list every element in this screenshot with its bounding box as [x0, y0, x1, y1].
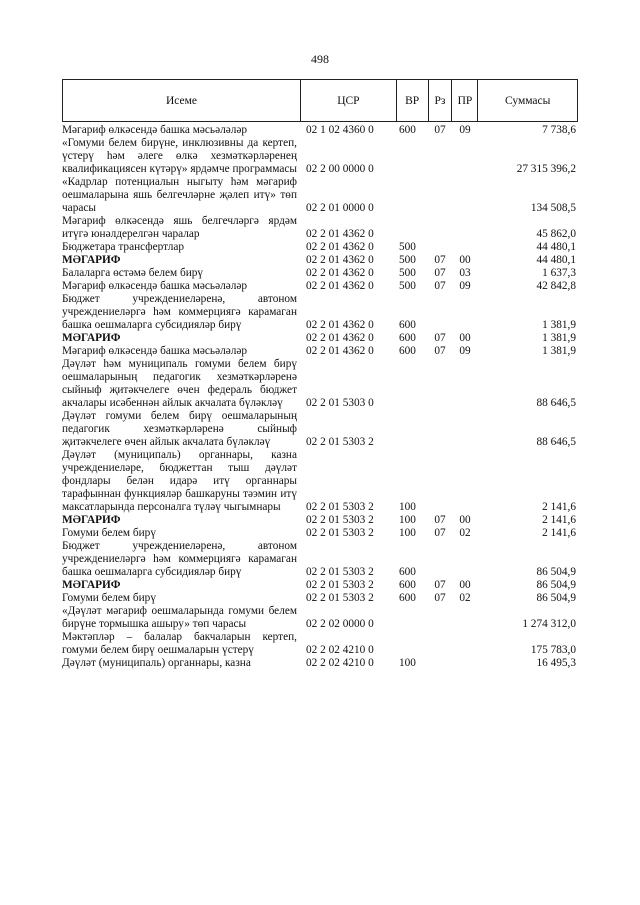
cell-vr: 600 [399, 124, 416, 136]
table-row [62, 592, 578, 605]
cell-name: Бюджетара трансфертлар [62, 241, 185, 253]
cell-sum: 2 141,6 [542, 501, 576, 513]
table-row [62, 267, 578, 280]
cell-pr: 09 [459, 345, 471, 357]
cell-name: «Кадрлар потенциалын ныгыту һәм мәгариф оешмаларына яшь белгечләрне җәлеп итү» төп чарасы [62, 176, 297, 214]
cell-name: МӘГАРИФ [62, 332, 121, 344]
table-row [62, 579, 578, 592]
cell-name: Мәгариф өлкәсендә яшь белгечләргә ярдәм итүгә юнәлдерелгән чаралар [62, 215, 297, 240]
cell-sum: 45 862,0 [536, 228, 576, 240]
cell-pr: 00 [459, 254, 471, 266]
cell-vr: 600 [399, 579, 416, 591]
cell-rz: 07 [434, 514, 446, 526]
cell-csr: 02 1 02 4360 0 [306, 124, 374, 136]
cell-csr: 02 2 01 4362 0 [306, 332, 374, 344]
table-row [62, 176, 578, 215]
cell-name: «Гомуми белем бирүне, инклюзивны да кертеп, үстерү һәм әлеге өлкә хезмәткәрләренең квалификациясен күтәрү» ярдәмче программасы [62, 137, 297, 175]
cell-rz [428, 449, 452, 514]
cell-rz [428, 215, 452, 241]
cell-vr: 500 [399, 267, 416, 279]
cell-rz [428, 358, 452, 410]
cell-sum: 1 381,9 [542, 319, 576, 331]
cell-pr [452, 293, 478, 332]
header-sum: Суммасы [477, 80, 577, 121]
cell-sum: 1 381,9 [542, 345, 576, 357]
cell-rz [428, 631, 452, 657]
header-vr: ВР [396, 80, 428, 121]
cell-name: Бюджет учреждениеләренә, автоном учреждениеләргә һәм коммерциягә карамаган башка оешмаларга субсидияләр бирү [62, 540, 297, 578]
cell-rz: 07 [434, 579, 446, 591]
cell-vr [396, 137, 428, 176]
cell-rz: 07 [434, 280, 446, 292]
cell-vr: 500 [399, 280, 416, 292]
cell-rz [428, 293, 452, 332]
cell-csr: 02 2 01 4362 0 [306, 228, 374, 240]
cell-sum: 1 637,3 [542, 267, 576, 279]
cell-sum: 27 315 396,2 [516, 163, 576, 175]
cell-csr: 02 2 01 5303 2 [306, 592, 374, 604]
table-row [62, 527, 578, 540]
cell-sum: 1 274 312,0 [522, 618, 576, 630]
cell-vr: 600 [399, 332, 416, 344]
cell-csr: 02 2 01 4362 0 [306, 267, 374, 279]
cell-pr [452, 631, 478, 657]
cell-sum: 2 141,6 [542, 514, 576, 526]
cell-rz [428, 410, 452, 449]
table-row [62, 332, 578, 345]
table-row [62, 449, 578, 514]
header-name: Исеме [166, 94, 198, 107]
cell-name: «Дәүләт мәгариф оешмаларында гомуми белем бирүне тормышка ашыру» төп чарасы [62, 605, 297, 630]
cell-sum: 88 646,5 [536, 397, 576, 409]
table-body [62, 124, 578, 670]
table-row [62, 124, 578, 137]
cell-rz [428, 137, 452, 176]
cell-csr: 02 2 00 0000 0 [306, 163, 374, 175]
cell-rz [428, 605, 452, 631]
header-rz: Рз [428, 80, 452, 121]
cell-vr [396, 358, 428, 410]
cell-csr: 02 2 01 4362 0 [306, 241, 374, 253]
cell-name: Бюджет учреждениеләренә, автоном учреждениеләргә һәм коммерциягә карамаган башка оешмаларга субсидияләр бирү [62, 293, 297, 331]
cell-sum: 86 504,9 [536, 579, 576, 591]
cell-vr [396, 631, 428, 657]
cell-vr: 600 [399, 592, 416, 604]
table-row [62, 657, 578, 670]
cell-csr: 02 2 01 5303 2 [306, 579, 374, 591]
cell-name: Мәктәпләр – балалар бакчаларын кертеп, гомуми белем бирү оешмаларын үстерү [62, 631, 297, 656]
table-row [62, 410, 578, 449]
table-row [62, 280, 578, 293]
table-row [62, 605, 578, 631]
cell-name: Дәүләт (муниципаль) органнары, казна [62, 657, 251, 669]
cell-name: Гомуми белем бирү [62, 592, 156, 604]
cell-pr [452, 410, 478, 449]
cell-csr: 02 2 01 5303 2 [306, 501, 374, 513]
cell-vr [396, 410, 428, 449]
table-row [62, 345, 578, 358]
cell-pr [452, 358, 478, 410]
table-row [62, 631, 578, 657]
cell-rz: 07 [434, 332, 446, 344]
cell-name: МӘГАРИФ [62, 254, 121, 266]
cell-pr [452, 241, 478, 254]
cell-sum: 2 141,6 [542, 527, 576, 539]
cell-pr: 03 [459, 267, 471, 279]
table-row [62, 137, 578, 176]
cell-sum: 175 783,0 [530, 644, 576, 656]
cell-csr: 02 2 01 5303 0 [306, 397, 374, 409]
cell-sum: 1 381,9 [542, 332, 576, 344]
cell-pr [452, 605, 478, 631]
cell-rz: 07 [434, 254, 446, 266]
cell-sum: 42 842,8 [536, 280, 576, 292]
cell-pr: 09 [459, 124, 471, 136]
cell-vr: 600 [399, 319, 416, 331]
cell-vr: 100 [399, 501, 416, 513]
table-row [62, 254, 578, 267]
cell-rz: 07 [434, 592, 446, 604]
cell-pr [452, 657, 478, 670]
cell-name: Дәүләт (муниципаль) органнары, казна учреждениеләре, бюджеттан тыш дәүләт фондлары белән идарә итү органнары тарафыннан функцияләр башкаруны тәэмин итү максатларында персоналга түләү чыгымнары [62, 449, 297, 513]
cell-rz [428, 540, 452, 579]
cell-name: МӘГАРИФ [62, 514, 121, 526]
cell-csr: 02 2 01 0000 0 [306, 202, 374, 214]
table-row [62, 293, 578, 332]
cell-pr: 09 [459, 280, 471, 292]
cell-csr: 02 2 02 0000 0 [306, 618, 374, 630]
cell-pr: 02 [459, 592, 471, 604]
cell-pr [452, 176, 478, 215]
cell-rz: 07 [434, 345, 446, 357]
cell-rz [428, 657, 452, 670]
cell-rz: 07 [434, 527, 446, 539]
header-pr: ПР [451, 80, 477, 121]
cell-name: Дәүләт гомуми белем бирү оешмаларының педагогик хезмәткәрләренә сыйныф җитәкчелеге өчен айлык акчалата бүләкләү [62, 410, 297, 448]
cell-sum: 44 480,1 [536, 254, 576, 266]
table-row [62, 540, 578, 579]
cell-csr: 02 2 01 4362 0 [306, 254, 374, 266]
cell-sum: 16 495,3 [536, 657, 576, 669]
cell-pr: 00 [459, 514, 471, 526]
cell-name: Дәүләт һәм муниципаль гомуми белем бирү оешмаларының педагогик хезмәткәрләренә сыйныф җитәкчелеге өчен федераль бюджет акчалары исәбеннән айлык акчалата бүләкләү [62, 358, 297, 409]
cell-csr: 02 2 02 4210 0 [306, 657, 374, 669]
cell-pr: 00 [459, 579, 471, 591]
cell-vr [396, 605, 428, 631]
cell-pr [452, 540, 478, 579]
cell-sum: 86 504,9 [536, 592, 576, 604]
page-number: 498 [311, 52, 329, 66]
cell-sum: 7 738,6 [542, 124, 576, 136]
cell-vr: 600 [399, 345, 416, 357]
cell-rz [428, 241, 452, 254]
cell-csr: 02 2 01 5303 2 [306, 514, 374, 526]
cell-vr: 100 [399, 527, 416, 539]
cell-csr: 02 2 01 5303 2 [306, 566, 374, 578]
cell-name: МӘГАРИФ [62, 579, 121, 591]
cell-csr: 02 2 01 4362 0 [306, 280, 374, 292]
cell-csr: 02 2 01 4362 0 [306, 319, 374, 331]
cell-vr: 100 [399, 514, 416, 526]
table-row [62, 358, 578, 410]
cell-sum: 88 646,5 [536, 436, 576, 448]
cell-pr: 02 [459, 527, 471, 539]
cell-name: Мәгариф өлкәсендә башка мәсьәләләр [62, 124, 248, 136]
cell-name: Гомуми белем бирү [62, 527, 156, 539]
cell-vr: 100 [399, 657, 416, 669]
cell-sum: 44 480,1 [536, 241, 576, 253]
cell-name: Балаларга өстәмә белем бирү [62, 267, 204, 279]
cell-pr [452, 449, 478, 514]
cell-sum: 134 508,5 [530, 202, 576, 214]
cell-rz: 07 [434, 124, 446, 136]
cell-pr [452, 215, 478, 241]
cell-pr: 00 [459, 332, 471, 344]
cell-csr: 02 2 01 4362 0 [306, 345, 374, 357]
cell-name: Мәгариф өлкәсендә башка мәсьәләләр [62, 280, 248, 292]
cell-vr: 500 [399, 241, 416, 253]
cell-csr: 02 2 02 4210 0 [306, 644, 374, 656]
cell-vr: 600 [399, 566, 416, 578]
table-row [62, 514, 578, 527]
table-header [62, 79, 578, 122]
cell-name: Мәгариф өлкәсендә башка мәсьәләләр [62, 345, 248, 357]
cell-vr [396, 176, 428, 215]
cell-rz [428, 176, 452, 215]
cell-csr: 02 2 01 5303 2 [306, 527, 374, 539]
cell-vr: 500 [399, 254, 416, 266]
cell-rz: 07 [434, 267, 446, 279]
cell-csr: 02 2 01 5303 2 [306, 436, 374, 448]
table-row [62, 215, 578, 241]
table-row [62, 241, 578, 254]
cell-vr [396, 215, 428, 241]
cell-sum: 86 504,9 [536, 566, 576, 578]
header-csr: ЦСР [300, 80, 396, 121]
cell-pr [452, 137, 478, 176]
